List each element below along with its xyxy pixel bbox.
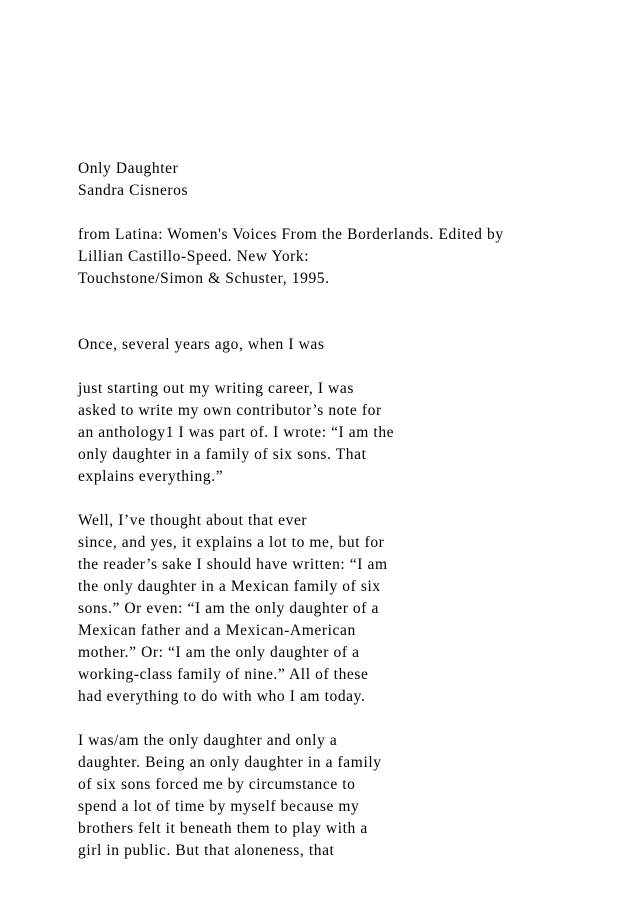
spacer: [78, 488, 618, 510]
paragraph-line: working-class family of nine.” All of these: [78, 666, 369, 683]
paragraph-line: an anthology1 I was part of. I wrote: “I am the: [78, 424, 395, 441]
paragraph-line: daughter. Being an only daughter in a family: [78, 754, 382, 771]
spacer: [78, 708, 618, 730]
paragraph-line: I was/am the only daughter and only a: [78, 732, 338, 749]
paragraph-line: only daughter in a family of six sons. That: [78, 446, 367, 463]
paragraph-line: had everything to do with who I am today.: [78, 688, 366, 705]
paragraph-line: brothers felt it beneath them to play with a: [78, 820, 368, 837]
paragraph-line: just starting out my writing career, I was: [78, 380, 354, 397]
paragraph-line: Once, several years ago, when I was: [78, 336, 325, 353]
paragraph-line: spend a lot of time by myself because my: [78, 798, 360, 815]
paragraph: [78, 510, 618, 708]
paragraph-line: asked to write my own contributor’s note for: [78, 402, 382, 419]
paragraph-line: sons.” Or even: “I am the only daughter of a: [78, 600, 380, 617]
paragraph-line: of six sons forced me by circumstance to: [78, 776, 356, 793]
document-title: Only Daughter: [78, 160, 179, 177]
spacer: [78, 356, 618, 378]
source-line: from Latina: Women's Voices From the Borderlands. Edited by: [78, 226, 504, 243]
document-body: [78, 158, 618, 862]
spacer: [78, 290, 618, 334]
source-line: Touchstone/Simon & Schuster, 1995.: [78, 270, 330, 287]
paragraph-line: girl in public. But that aloneness, that: [78, 842, 335, 859]
paragraph: [78, 378, 618, 488]
document-author: Sandra Cisneros: [78, 182, 189, 199]
source-citation: [78, 224, 618, 290]
paragraph-line: mother.” Or: “I am the only daughter of a: [78, 644, 360, 661]
paragraph-line: Well, I’ve thought about that ever: [78, 512, 308, 529]
paragraph-line: Mexican father and a Mexican-American: [78, 622, 356, 639]
paragraph-line: explains everything.”: [78, 468, 224, 485]
spacer: [78, 202, 618, 224]
paragraph: [78, 730, 618, 862]
paragraph-line: the only daughter in a Mexican family of six: [78, 578, 381, 595]
paragraph-line: since, and yes, it explains a lot to me, but for: [78, 534, 385, 551]
paragraph-line: the reader’s sake I should have written: “I am: [78, 556, 388, 573]
source-line: Lillian Castillo-Speed. New York:: [78, 248, 310, 265]
